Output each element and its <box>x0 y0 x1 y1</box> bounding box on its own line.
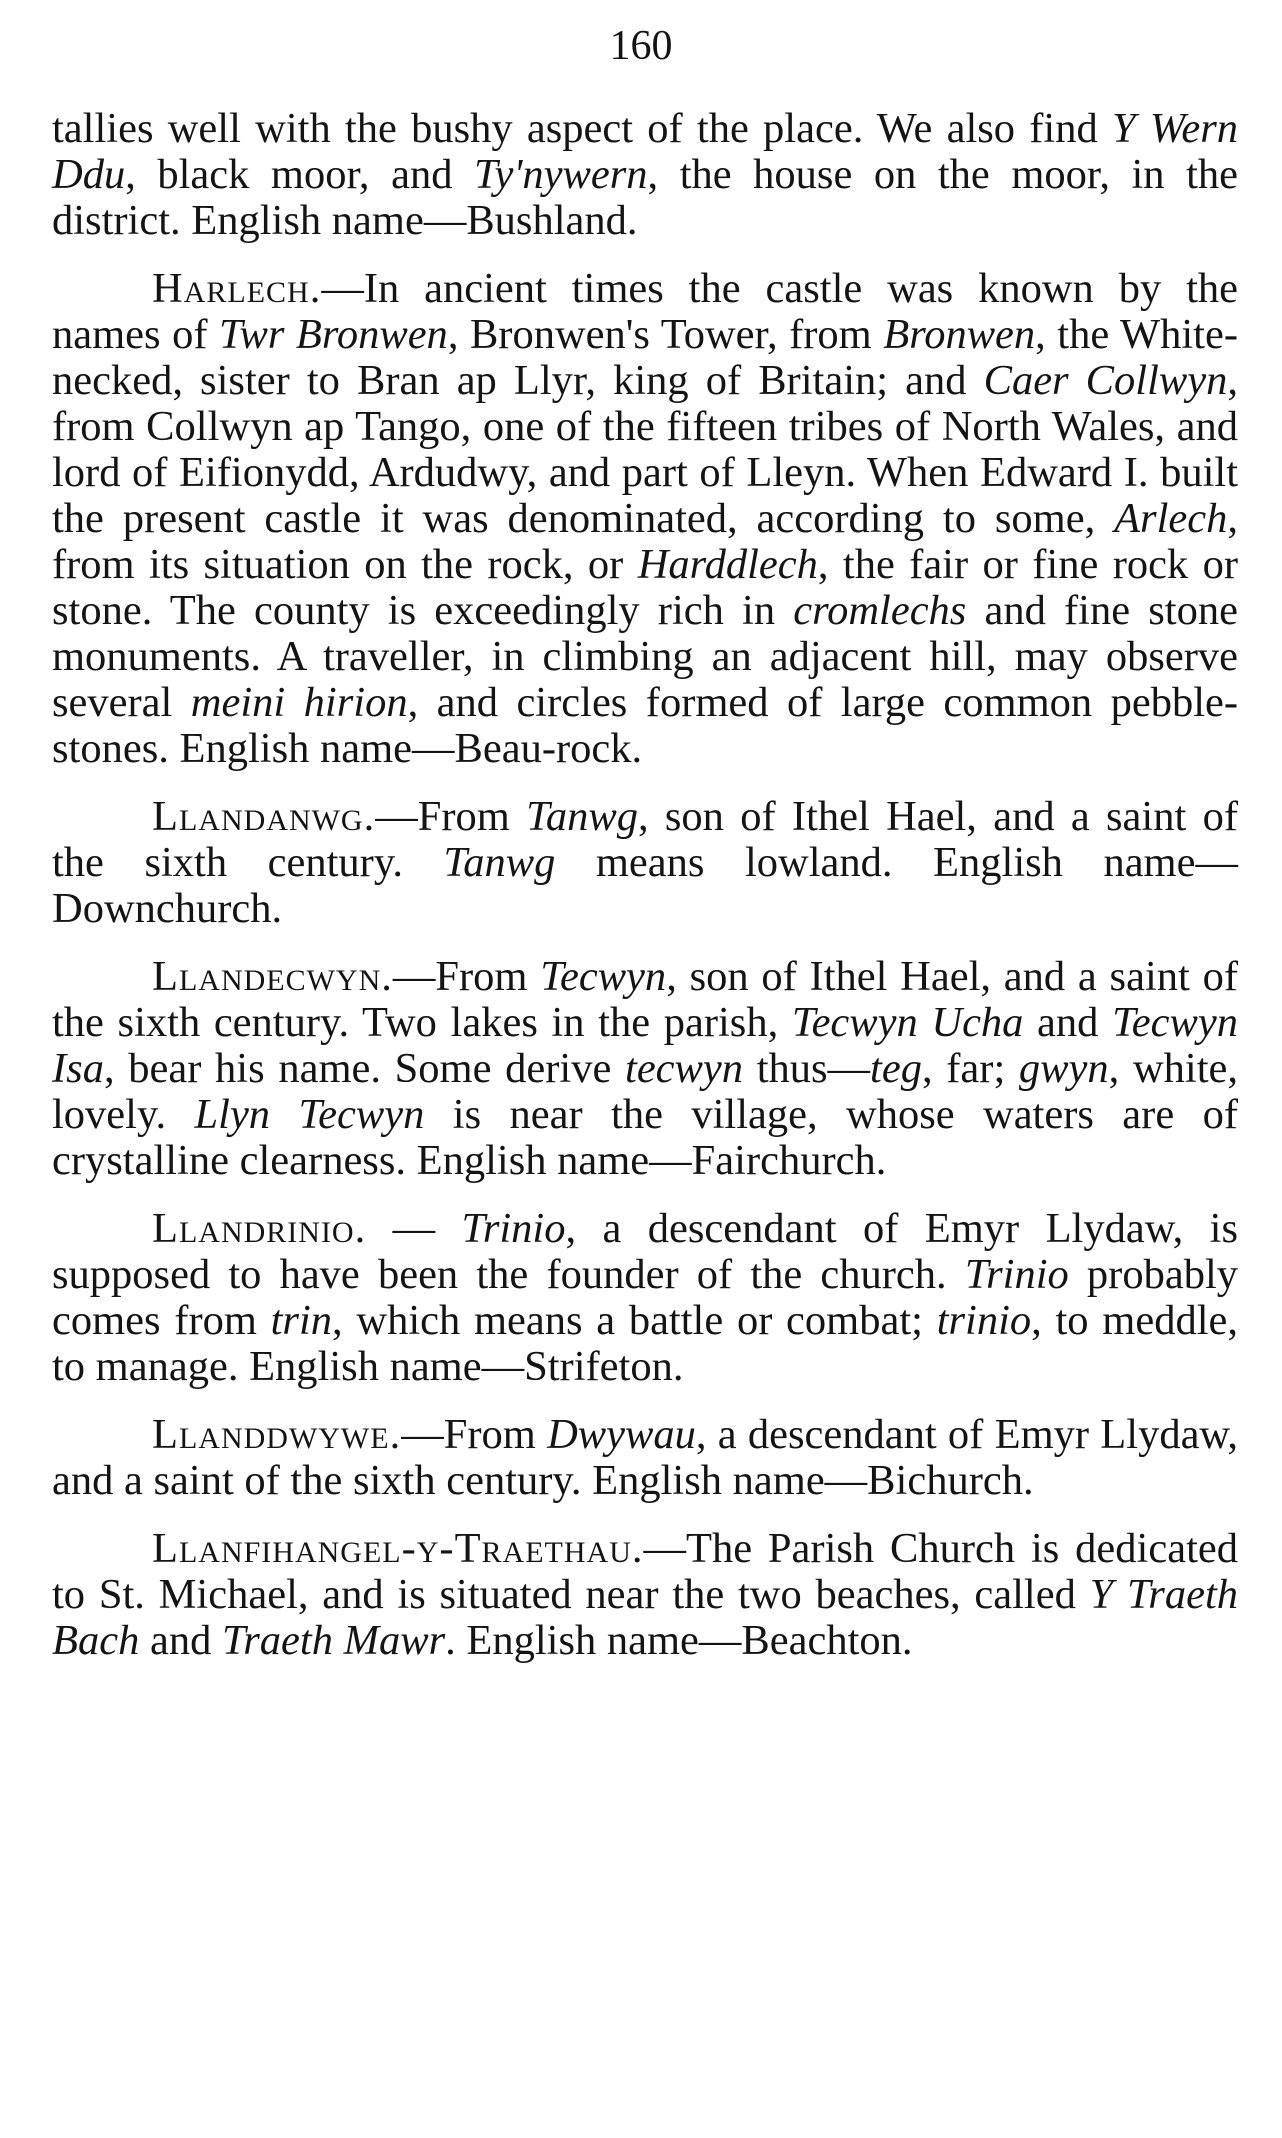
text-run: means lowland. English name—Downchurch. <box>52 839 1238 932</box>
text-run: , the White-necked, sister to Bran ap Llyr, king of Britain; and <box>52 311 1238 404</box>
italic-term: Twr Bronwen <box>219 311 448 358</box>
text-run: probably comes from <box>52 1251 1238 1344</box>
entry-headword: Llanddwywe. <box>152 1411 402 1458</box>
italic-term: Bronwen <box>883 311 1036 358</box>
italic-term: Tecwyn Isa <box>52 999 1238 1092</box>
italic-term: Llyn Tecwyn <box>194 1091 425 1138</box>
italic-term: trinio <box>936 1297 1032 1344</box>
text-run: , from Collwyn ap Tango, one of the fifteen tribes of North Wales, and lord of Eifionydd, Ardudwy, and part of Lleyn. When Edward I. built the present castle it was denominated, according to some, <box>52 357 1238 542</box>
italic-term: gwyn <box>1018 1045 1109 1092</box>
italic-term: Traeth Mawr <box>221 1617 446 1664</box>
text-run: , the house on the moor, in the district. English name—Bushland. <box>52 151 1238 244</box>
text-run: , from its situation on the rock, or <box>52 495 1238 588</box>
italic-term: Ty'nywern <box>473 151 648 198</box>
text-run: —From <box>375 793 527 840</box>
text-run: , bear his name. Some derive <box>103 1045 626 1092</box>
text-run: and <box>139 1617 222 1664</box>
text-run: , far; <box>921 1045 1019 1092</box>
text-run: , the fair or fine rock or stone. The county is exceedingly rich in <box>52 541 1239 634</box>
text-run: , and circles formed of large common pebble-stones. English name—Beau-rock. <box>52 679 1239 772</box>
text-run: , son of Ithel Hael, and a saint of the sixth century. <box>52 793 1238 886</box>
italic-term: Trinio <box>964 1251 1069 1298</box>
italic-term: trin <box>270 1297 333 1344</box>
entry-headword: Llandanwg. <box>152 793 376 840</box>
text-run: and <box>1023 999 1113 1046</box>
entry-headword: Llanfihangel-y-Traethau. <box>152 1525 644 1572</box>
text-run: —The Parish Church is dedicated to St. Michael, and is situated near the two beaches, called <box>52 1525 1238 1618</box>
text-run: thus— <box>743 1045 871 1092</box>
text-run: —From <box>401 1411 548 1458</box>
text-run: —In ancient times the castle was known by the names of <box>52 265 1238 358</box>
italic-term: Caer Collwyn <box>983 357 1228 404</box>
text-run: , which means a battle or combat; <box>332 1297 937 1344</box>
text-run: and fine stone monuments. A traveller, in climbing an adjacent hill, may observe several <box>52 587 1238 726</box>
text-run: , to meddle, to manage. English name—Strifeton. <box>52 1297 1238 1390</box>
italic-term: meini hirion <box>190 679 408 726</box>
text-run: , a descendant of Emyr Llydaw, is supposed to have been the founder of the church. <box>52 1205 1239 1298</box>
italic-term: Tanwg <box>526 793 638 840</box>
text-run: . English name—Beachton. <box>445 1617 913 1664</box>
entry-paragraph <box>52 1526 1238 1664</box>
italic-term: Dwywau <box>547 1411 696 1458</box>
page-number: 160 <box>609 23 673 69</box>
italic-term: Tecwyn <box>540 953 667 1000</box>
entry-headword: Harlech. <box>152 265 322 312</box>
continuation-paragraph <box>52 106 1238 244</box>
text-run: , Bronwen's Tower, from <box>447 311 884 358</box>
entry-paragraph <box>52 954 1238 1184</box>
entry-paragraph <box>52 794 1238 932</box>
italic-term: tecwyn <box>625 1045 744 1092</box>
text-run: , a descendant of Emyr Llydaw, and a saint of the sixth century. English name—Bichurch. <box>52 1411 1238 1504</box>
italic-term: Trinio <box>461 1205 566 1252</box>
text-run: tallies well with the bushy aspect of the place. We also find <box>52 105 1112 152</box>
entry-headword: Llandecwyn. <box>152 953 393 1000</box>
text-run: —From <box>392 953 541 1000</box>
entry-paragraph <box>52 1206 1238 1390</box>
italic-term: Y Wern Ddu <box>52 105 1239 198</box>
italic-term: Harddlech <box>637 541 818 588</box>
italic-term: cromlechs <box>793 587 967 634</box>
text-run: , son of Ithel Hael, and a saint of the sixth century. Two lakes in the parish, <box>52 953 1238 1046</box>
italic-term: teg <box>870 1045 922 1092</box>
text-run: is near the village, whose waters are of crystalline clearness. English name—Fairchurch. <box>52 1091 1238 1184</box>
entry-headword: Llandrinio. <box>152 1205 367 1252</box>
italic-term: Tecwyn Ucha <box>791 999 1024 1046</box>
entry-paragraph <box>52 1412 1238 1504</box>
entry-paragraph <box>52 266 1238 772</box>
text-run: — <box>366 1205 462 1252</box>
body-text <box>52 106 1238 1664</box>
italic-term: Arlech <box>1114 495 1228 542</box>
text-run: , white, lovely. <box>52 1045 1238 1138</box>
italic-term: Y Traeth Bach <box>52 1571 1239 1664</box>
italic-term: Tanwg <box>443 839 556 886</box>
text-run: , black moor, and <box>125 151 474 198</box>
